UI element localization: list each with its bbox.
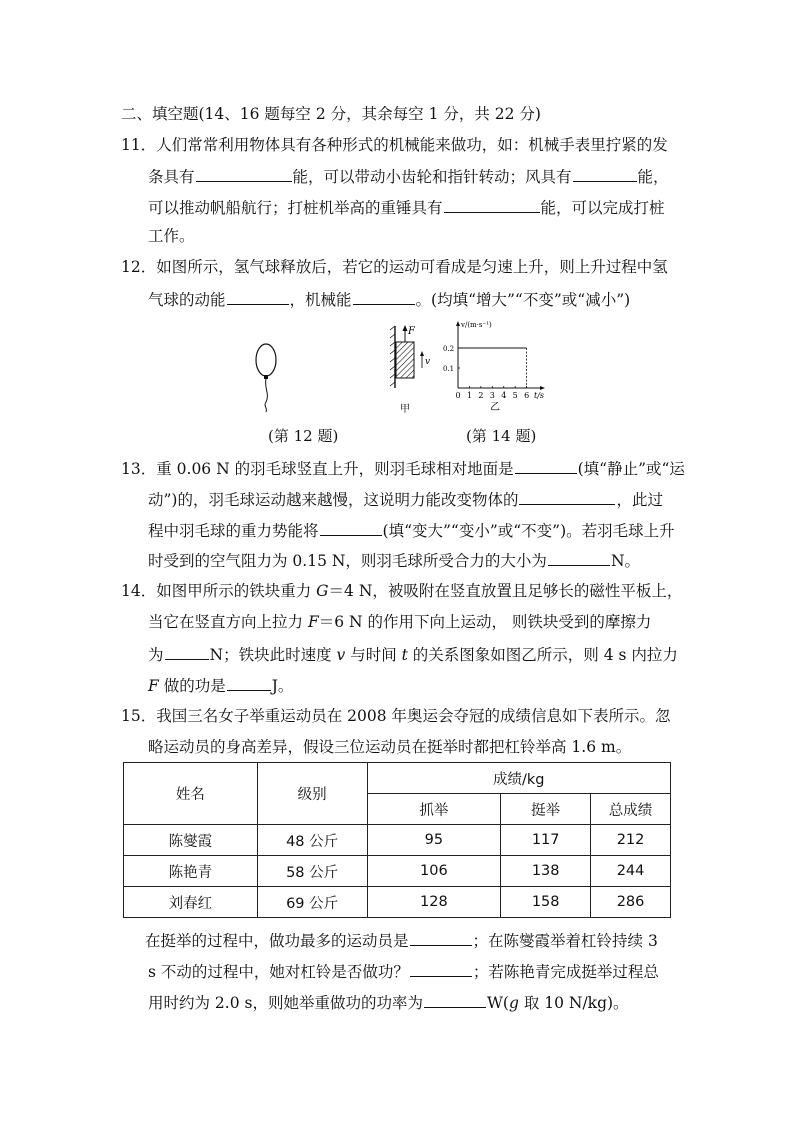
y-tick-label: 0.1 xyxy=(443,365,455,373)
q12-text: 。(均填“增大”“不变”或“减小”) xyxy=(415,291,631,309)
q14-line-1 xyxy=(121,581,682,601)
q14-text: 14．如图甲所示的铁块重力 xyxy=(121,582,317,600)
athlete-name: 刘春红 xyxy=(124,887,258,918)
q11-line-3 xyxy=(148,196,665,218)
q12-text: ，机械能 xyxy=(289,291,352,309)
answer-blank[interactable] xyxy=(573,165,637,182)
q15-answer-line-3 xyxy=(148,991,629,1013)
answer-blank[interactable] xyxy=(227,674,271,691)
x-tick-label: 1 xyxy=(466,391,473,400)
y-tick-label: 0.2 xyxy=(443,345,455,353)
q12-line-2 xyxy=(148,288,630,310)
table-row xyxy=(124,887,671,918)
figure-12-caption: (第 12 题) xyxy=(268,427,339,445)
x-axis-label: t/s xyxy=(534,391,545,400)
time-symbol: t xyxy=(401,646,408,664)
x-tick-label: 6 xyxy=(524,391,530,400)
header-name: 姓名 xyxy=(124,763,258,825)
answer-blank[interactable] xyxy=(519,488,615,505)
x-tick-label: 0 xyxy=(455,391,461,400)
q15-answer-line-2 xyxy=(148,960,659,982)
table-row xyxy=(124,856,671,887)
q12-text: 气球的动能 xyxy=(148,291,226,309)
weight-class: 58 公斤 xyxy=(257,856,367,887)
answer-blank[interactable] xyxy=(410,929,472,946)
q13-text: N。 xyxy=(610,552,641,570)
velocity-symbol: v xyxy=(336,646,346,664)
q11-line-2 xyxy=(148,165,669,187)
balloon-knot xyxy=(264,375,268,379)
answer-blank[interactable] xyxy=(444,196,540,213)
gravity-symbol: G xyxy=(316,582,329,600)
q14-line-3 xyxy=(148,643,678,665)
q11-text: 能， xyxy=(637,168,669,186)
total-value: 212 xyxy=(591,825,671,856)
q13-line-3 xyxy=(148,519,675,541)
x-tick-label: 3 xyxy=(489,391,495,400)
q14-text: 的关系图象如图乙所示，则 4 s 内拉力 xyxy=(407,646,678,664)
clean-jerk-value: 138 xyxy=(501,856,591,887)
weight-class: 69 公斤 xyxy=(257,887,367,918)
header-level: 级别 xyxy=(257,763,367,825)
weight-class: 48 公斤 xyxy=(257,825,367,856)
q15-text: s 不动的过程中，她对杠铃是否做功？ xyxy=(148,963,409,981)
q15-line-2: 略运动员的身高差异，假设三位运动员在挺举时都把杠铃举高 1.6 m。 xyxy=(148,738,632,756)
y-axis-label: v/(m·s⁻¹) xyxy=(461,321,492,329)
iron-block-figure xyxy=(388,322,438,418)
force-symbol: F xyxy=(307,613,319,631)
total-value: 244 xyxy=(591,856,671,887)
answer-blank[interactable] xyxy=(353,288,415,305)
answer-blank[interactable] xyxy=(548,549,610,566)
answer-blank[interactable] xyxy=(424,991,486,1008)
force-symbol: F xyxy=(148,677,159,695)
q11-text: 能，可以完成打桩 xyxy=(540,199,665,217)
athlete-name: 陈燮霞 xyxy=(124,825,258,856)
q13-line-1 xyxy=(121,457,685,479)
x-tick-label: 4 xyxy=(501,391,507,400)
q13-text: 时受到的空气阻力为 0.15 N，则羽毛球所受合力的大小为 xyxy=(148,552,547,570)
velocity-time-chart xyxy=(440,318,550,420)
clean-jerk-value: 117 xyxy=(501,825,591,856)
header-snatch: 抓举 xyxy=(367,794,501,825)
force-label: F xyxy=(408,326,415,337)
q13-text: 动”)的，羽毛球运动越来越慢，这说明力能改变物体的 xyxy=(148,491,519,509)
header-total: 总成绩 xyxy=(591,794,671,825)
q13-text: 13．重 0.06 N 的羽毛球竖直上升，则羽毛球相对地面是 xyxy=(121,460,514,478)
q11-text: 能，可以带动小齿轮和指针转动；风具有 xyxy=(292,168,572,186)
balloon-icon xyxy=(256,344,276,376)
q11-text: 可以推动帆船航行；打桩机举高的重锤具有 xyxy=(148,199,443,217)
part-a-label: 甲 xyxy=(400,404,410,415)
q12-line-1: 12．如图所示，氢气球释放后，若它的运动可看成是匀速上升，则上升过程中氢 xyxy=(121,258,668,276)
velocity-arrowhead xyxy=(420,351,424,356)
q14-text: N；铁块此时速度 xyxy=(209,646,337,664)
q14-text: 为 xyxy=(148,646,164,664)
q15-text: ；若陈艳青完成挺举过程总 xyxy=(472,963,659,981)
x-tick-label: 5 xyxy=(512,391,518,400)
x-tick-label: 2 xyxy=(478,391,484,400)
g-symbol: g xyxy=(508,994,519,1012)
table-row xyxy=(124,825,671,856)
q15-text: ；在陈燮霞举着杠铃持续 3 xyxy=(472,932,658,950)
q15-text: 在挺举的过程中，做功最多的运动员是 xyxy=(145,932,409,950)
q14-text: 当它在竖直方向上拉力 xyxy=(148,613,308,631)
x-axis-arrowhead xyxy=(540,386,545,390)
part-b-label: 乙 xyxy=(490,402,500,413)
snatch-value: 128 xyxy=(367,887,501,918)
force-arrowhead xyxy=(403,325,408,331)
answer-blank[interactable] xyxy=(410,960,472,977)
q15-text: 取 10 N/kg)。 xyxy=(518,994,629,1012)
q14-line-2 xyxy=(148,612,651,632)
header-clean-jerk: 挺举 xyxy=(501,794,591,825)
balloon-string xyxy=(265,379,267,412)
results-table xyxy=(123,762,671,918)
athlete-name: 陈艳青 xyxy=(124,856,258,887)
q15-text: 用时约为 2.0 s，则她举重做功的功率为 xyxy=(148,994,423,1012)
answer-blank[interactable] xyxy=(515,457,577,474)
y-axis-arrowhead xyxy=(456,321,460,326)
q11-line-1: 11．人们常常利用物体具有各种形式的机械能来做功，如：机械手表里拧紧的发 xyxy=(121,136,668,154)
q11-line-4: 工作。 xyxy=(148,227,195,245)
figure-14-caption: (第 14 题) xyxy=(466,427,537,445)
snatch-value: 95 xyxy=(367,825,501,856)
answer-blank[interactable] xyxy=(320,519,382,536)
q13-text: ，此过 xyxy=(616,491,663,509)
section-title: 二、填空题(14、16 题每空 2 分，其余每空 1 分，共 22 分) xyxy=(121,105,541,123)
q14-text: 做的功是 xyxy=(158,677,226,695)
q13-line-2 xyxy=(148,488,663,510)
total-value: 286 xyxy=(591,887,671,918)
q15-text: W( xyxy=(486,994,509,1012)
q13-text: (填“静止”或“运 xyxy=(577,460,685,478)
q13-text: (填“变大”“变小”或“不变”)。若羽毛球上升 xyxy=(382,522,675,540)
clean-jerk-value: 158 xyxy=(501,887,591,918)
answer-blank[interactable] xyxy=(227,288,289,305)
q11-text: 条具有 xyxy=(148,168,195,186)
q13-text: 程中羽毛球的重力势能将 xyxy=(148,522,319,540)
balloon-figure xyxy=(248,340,288,420)
q14-text: ＝6 N 的作用下向上运动， 则铁块受到的摩擦力 xyxy=(318,613,652,631)
q14-text: ＝4 N，被吸附在竖直放置且足够长的磁性平板上， xyxy=(328,582,683,600)
q15-line-1: 15．我国三名女子举重运动员在 2008 年奥运会夺冠的成绩信息如下表所示。忽 xyxy=(121,707,671,725)
q14-text: 与时间 xyxy=(345,646,402,664)
answer-blank[interactable] xyxy=(196,165,292,182)
answer-blank[interactable] xyxy=(165,643,209,660)
q14-text: J。 xyxy=(271,677,294,695)
q15-answer-line-1 xyxy=(145,929,658,951)
iron-block xyxy=(396,342,414,378)
q13-line-4 xyxy=(148,549,640,571)
snatch-value: 106 xyxy=(367,856,501,887)
q14-line-4 xyxy=(148,674,293,696)
velocity-label: v xyxy=(425,357,431,367)
header-score: 成绩/kg xyxy=(367,763,671,794)
